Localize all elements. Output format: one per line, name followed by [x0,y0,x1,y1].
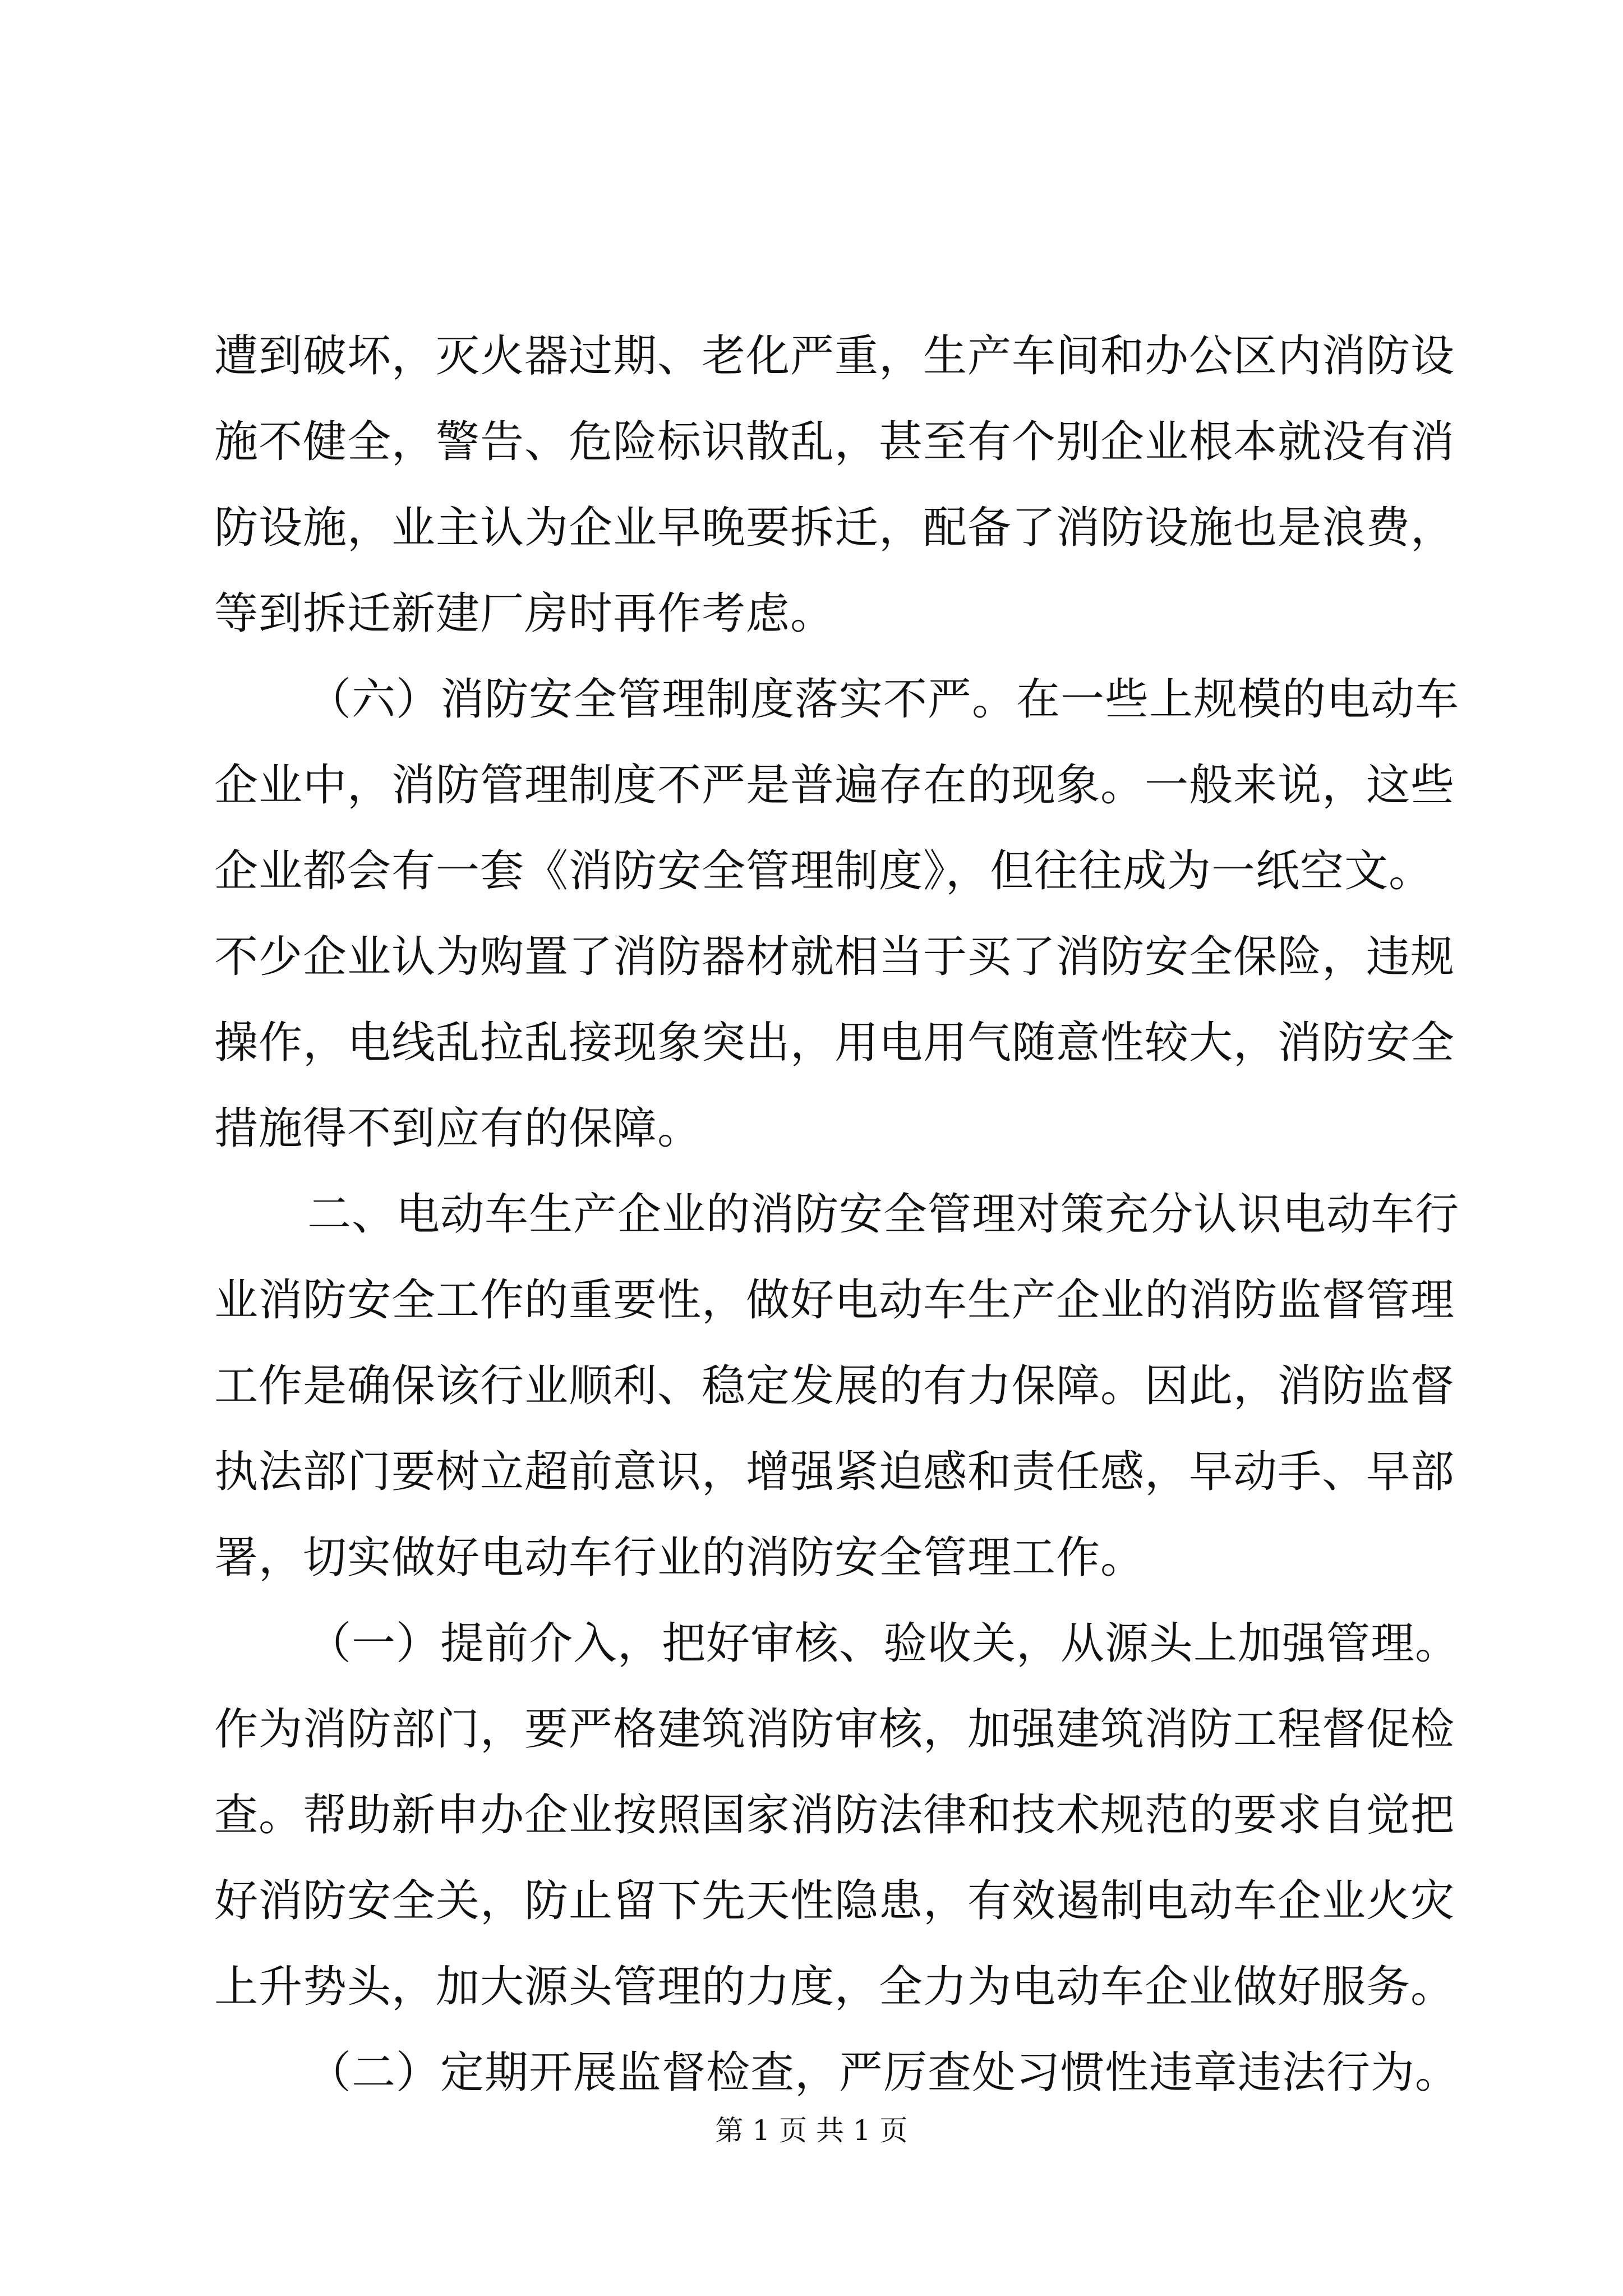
text-line: 措施得不到应有的保障。 [214,1103,702,1154]
page-footer [0,2114,1623,2147]
text-line: 作为消防部门，要严格建筑消防审核，加强建筑消防工程督促检 [214,1704,1455,1755]
text-line: 工作是确保该行业顺利、稳定发展的有力保障。因此，消防监督 [214,1361,1455,1411]
text-line: 上升势头，加大源头管理的力度，全力为电动车企业做好服务。 [214,1962,1455,2012]
text-line: 遭到破坏，灭火器过期、老化严重，生产车间和办公区内消防设 [214,331,1455,381]
text-line: 防设施，业主认为企业早晚要拆迁，配备了消防设施也是浪费， [214,503,1455,553]
text-line: 二、电动车生产企业的消防安全管理对策充分认识电动车行 [307,1189,1460,1240]
text-line: 署，切实做好电动车行业的消防安全管理工作。 [214,1533,1145,1583]
text-line: 等到拆迁新建厂房时再作考虑。 [214,588,835,639]
text-line: 查。帮助新申办企业按照国家消防法律和技术规范的要求自觉把 [214,1790,1455,1841]
text-line: 施不健全，警告、危险标识散乱，甚至有个别企业根本就没有消 [214,417,1455,467]
text-line: 不少企业认为购置了消防器材就相当于买了消防安全保险，违规 [214,932,1455,982]
text-line: （二）定期开展监督检查，严厉查处习惯性违章违法行为。 [307,2047,1460,2098]
text-line: （一）提前介入，把好审核、验收关，从源头上加强管理。 [307,1618,1460,1669]
text-line: 操作，电线乱拉乱接现象突出，用电用气随意性较大，消防安全 [214,1018,1455,1068]
page-number-label: 第 1 页 共 1 页 [715,2114,908,2147]
text-line: 好消防安全关，防止留下先天性隐患，有效遏制电动车企业火灾 [214,1876,1455,1926]
text-line: 企业中，消防管理制度不严是普遍存在的现象。一般来说，这些 [214,760,1455,811]
text-line: （六）消防安全管理制度落实不严。在一些上规模的电动车 [307,674,1460,725]
text-line: 企业都会有一套《消防安全管理制度》，但往往成为一纸空文。 [214,846,1433,896]
text-line: 业消防安全工作的重要性，做好电动车生产企业的消防监督管理 [214,1275,1455,1326]
text-line: 执法部门要树立超前意识，增强紧迫感和责任感，早动手、早部 [214,1447,1455,1497]
